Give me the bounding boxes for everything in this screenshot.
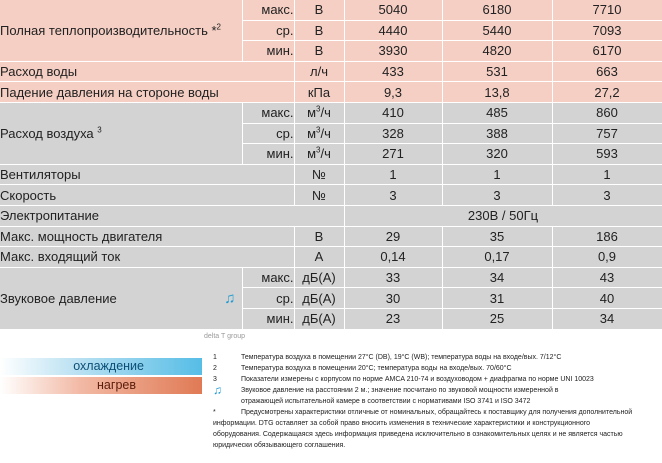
value-cell: 4440 <box>344 20 442 41</box>
value-cell: 31 <box>442 288 552 309</box>
sound-pressure-label: Звуковое давление ♫ <box>0 267 242 329</box>
sub-label: ср. <box>242 123 294 144</box>
motor-power-label: Макс. мощность двигателя <box>0 226 294 247</box>
sub-label: мин. <box>242 308 294 329</box>
unit-cell: A <box>294 247 344 268</box>
sub-label: макс. <box>242 102 294 123</box>
footnote-continuation: информации. DTG оставляет за собой право вносить изменения в технические характеристики и конструкционного оборудования. Содержащаяся здесь информация приведена исключительно в ознакомительных целях и не является частью юридически обязывающего соглашения. <box>213 420 623 449</box>
value-cell: 860 <box>552 102 662 123</box>
air-flow-label: Расход воздуха $^3$ <box>0 102 242 164</box>
watermark-text: delta T group <box>204 333 245 340</box>
value-cell: 23 <box>344 308 442 329</box>
unit-cell: л/ч <box>294 61 344 82</box>
unit-cell: $м^3/ч$ <box>294 144 344 165</box>
value-cell: 7710 <box>552 0 662 20</box>
value-cell: 433 <box>344 61 442 82</box>
unit-cell: № <box>294 164 344 185</box>
water-flow-label: Расход воды <box>0 61 294 82</box>
value-cell: 186 <box>552 226 662 247</box>
pressure-drop-label: Падение давления на стороне воды <box>0 82 294 103</box>
value-cell: 5040 <box>344 0 442 20</box>
value-cell: 663 <box>552 61 662 82</box>
value-cell: 43 <box>552 267 662 288</box>
table-row <box>0 102 662 123</box>
unit-cell: В <box>294 0 344 20</box>
unit-cell: В <box>294 226 344 247</box>
value-cell: 7093 <box>552 20 662 41</box>
value-cell: 29 <box>344 226 442 247</box>
table-row <box>0 267 662 288</box>
footnotes <box>210 352 662 451</box>
footnote: ♫ Звуковое давление на расстоянии 2 м.; значение посчитано по звуковой мощности измеренной в отражающей испытательной камере в соответствии с нормативами ISO 3741 и ISO 3472 <box>213 383 559 405</box>
table-row <box>0 0 662 20</box>
value-cell: 531 <box>442 61 552 82</box>
unit-cell: дБ(А) <box>294 267 344 288</box>
value-cell: 593 <box>552 144 662 165</box>
value-cell: 4820 <box>442 41 552 62</box>
value-cell: 485 <box>442 102 552 123</box>
max-current-label: Макс. входящий ток <box>0 247 294 268</box>
fans-label: Вентиляторы <box>0 164 294 185</box>
table-row <box>0 185 662 206</box>
legend-cooling <box>0 358 202 375</box>
value-cell: 320 <box>442 144 552 165</box>
table-row <box>0 82 662 103</box>
value-cell: 13,8 <box>442 82 552 103</box>
value-cell: 5440 <box>442 20 552 41</box>
value-cell: 1 <box>442 164 552 185</box>
sub-label: макс. <box>242 0 294 20</box>
sub-label: мин. <box>242 41 294 62</box>
value-cell: 3 <box>552 185 662 206</box>
value-cell: 388 <box>442 123 552 144</box>
speed-label: Скорость <box>0 185 294 206</box>
legend-heating <box>0 377 202 394</box>
music-note-icon: ♫ <box>213 383 222 397</box>
value-cell: 25 <box>442 308 552 329</box>
unit-cell: № <box>294 185 344 206</box>
table-row <box>0 61 662 82</box>
sub-label: мин. <box>242 144 294 165</box>
value-cell: 3 <box>442 185 552 206</box>
footnote: 2 Температура воздуха в помещении 20°C; температура воды на входе/вых. 70/60°C <box>213 365 512 372</box>
value-cell: 271 <box>344 144 442 165</box>
value-cell: 30 <box>344 288 442 309</box>
value-cell: 6180 <box>442 0 552 20</box>
legend-cooling-label: охлаждение <box>73 359 144 373</box>
legend-heating-label: нагрев <box>97 378 136 392</box>
table-row <box>0 247 662 268</box>
music-note-icon: ♫ <box>224 289 236 307</box>
value-cell: 410 <box>344 102 442 123</box>
unit-cell: кПа <box>294 82 344 103</box>
value-cell: 35 <box>442 226 552 247</box>
value-cell: 9,3 <box>344 82 442 103</box>
unit-cell: В <box>294 20 344 41</box>
value-cell: 34 <box>552 308 662 329</box>
footnote: * Предусмотрены характеристики отличные от номинальных, обращайтесь к поставщику для получения дополнительной <box>213 409 633 416</box>
value-cell: 3930 <box>344 41 442 62</box>
value-cell: 3 <box>344 185 442 206</box>
power-supply-value: 230В / 50Гц <box>344 205 662 226</box>
value-cell: 1 <box>552 164 662 185</box>
footnote: 1 Температура воздуха в помещении 27°C (DB), 19°C (WB); температура воды на входе/вых. 7/12°C <box>213 354 562 361</box>
heat-capacity-label: Полная теплопроизводительность *$^2$ <box>0 0 242 61</box>
value-cell: 328 <box>344 123 442 144</box>
unit-cell: $м^3/ч$ <box>294 102 344 123</box>
value-cell: 0,9 <box>552 247 662 268</box>
value-cell: 6170 <box>552 41 662 62</box>
value-cell: 33 <box>344 267 442 288</box>
value-cell: 27,2 <box>552 82 662 103</box>
sub-label: ср. <box>242 20 294 41</box>
value-cell: 1 <box>344 164 442 185</box>
unit-cell: В <box>294 41 344 62</box>
value-cell: 0,14 <box>344 247 442 268</box>
value-cell: 757 <box>552 123 662 144</box>
footnote: 3 Показатели измерены с корпусом по норме AMCA 210-74 и воздуховодом + диафрагма по норме UNI 10023 <box>213 376 594 383</box>
value-cell: 34 <box>442 267 552 288</box>
power-supply-label: Электропитание <box>0 205 344 226</box>
table-row <box>0 226 662 247</box>
sub-label: макс. <box>242 267 294 288</box>
unit-cell: дБ(А) <box>294 308 344 329</box>
value-cell: 40 <box>552 288 662 309</box>
value-cell: 0,17 <box>442 247 552 268</box>
table-row <box>0 205 662 226</box>
table-row <box>0 164 662 185</box>
unit-cell: дБ(А) <box>294 288 344 309</box>
sub-label: ср. <box>242 288 294 309</box>
unit-cell: $м^3/ч$ <box>294 123 344 144</box>
